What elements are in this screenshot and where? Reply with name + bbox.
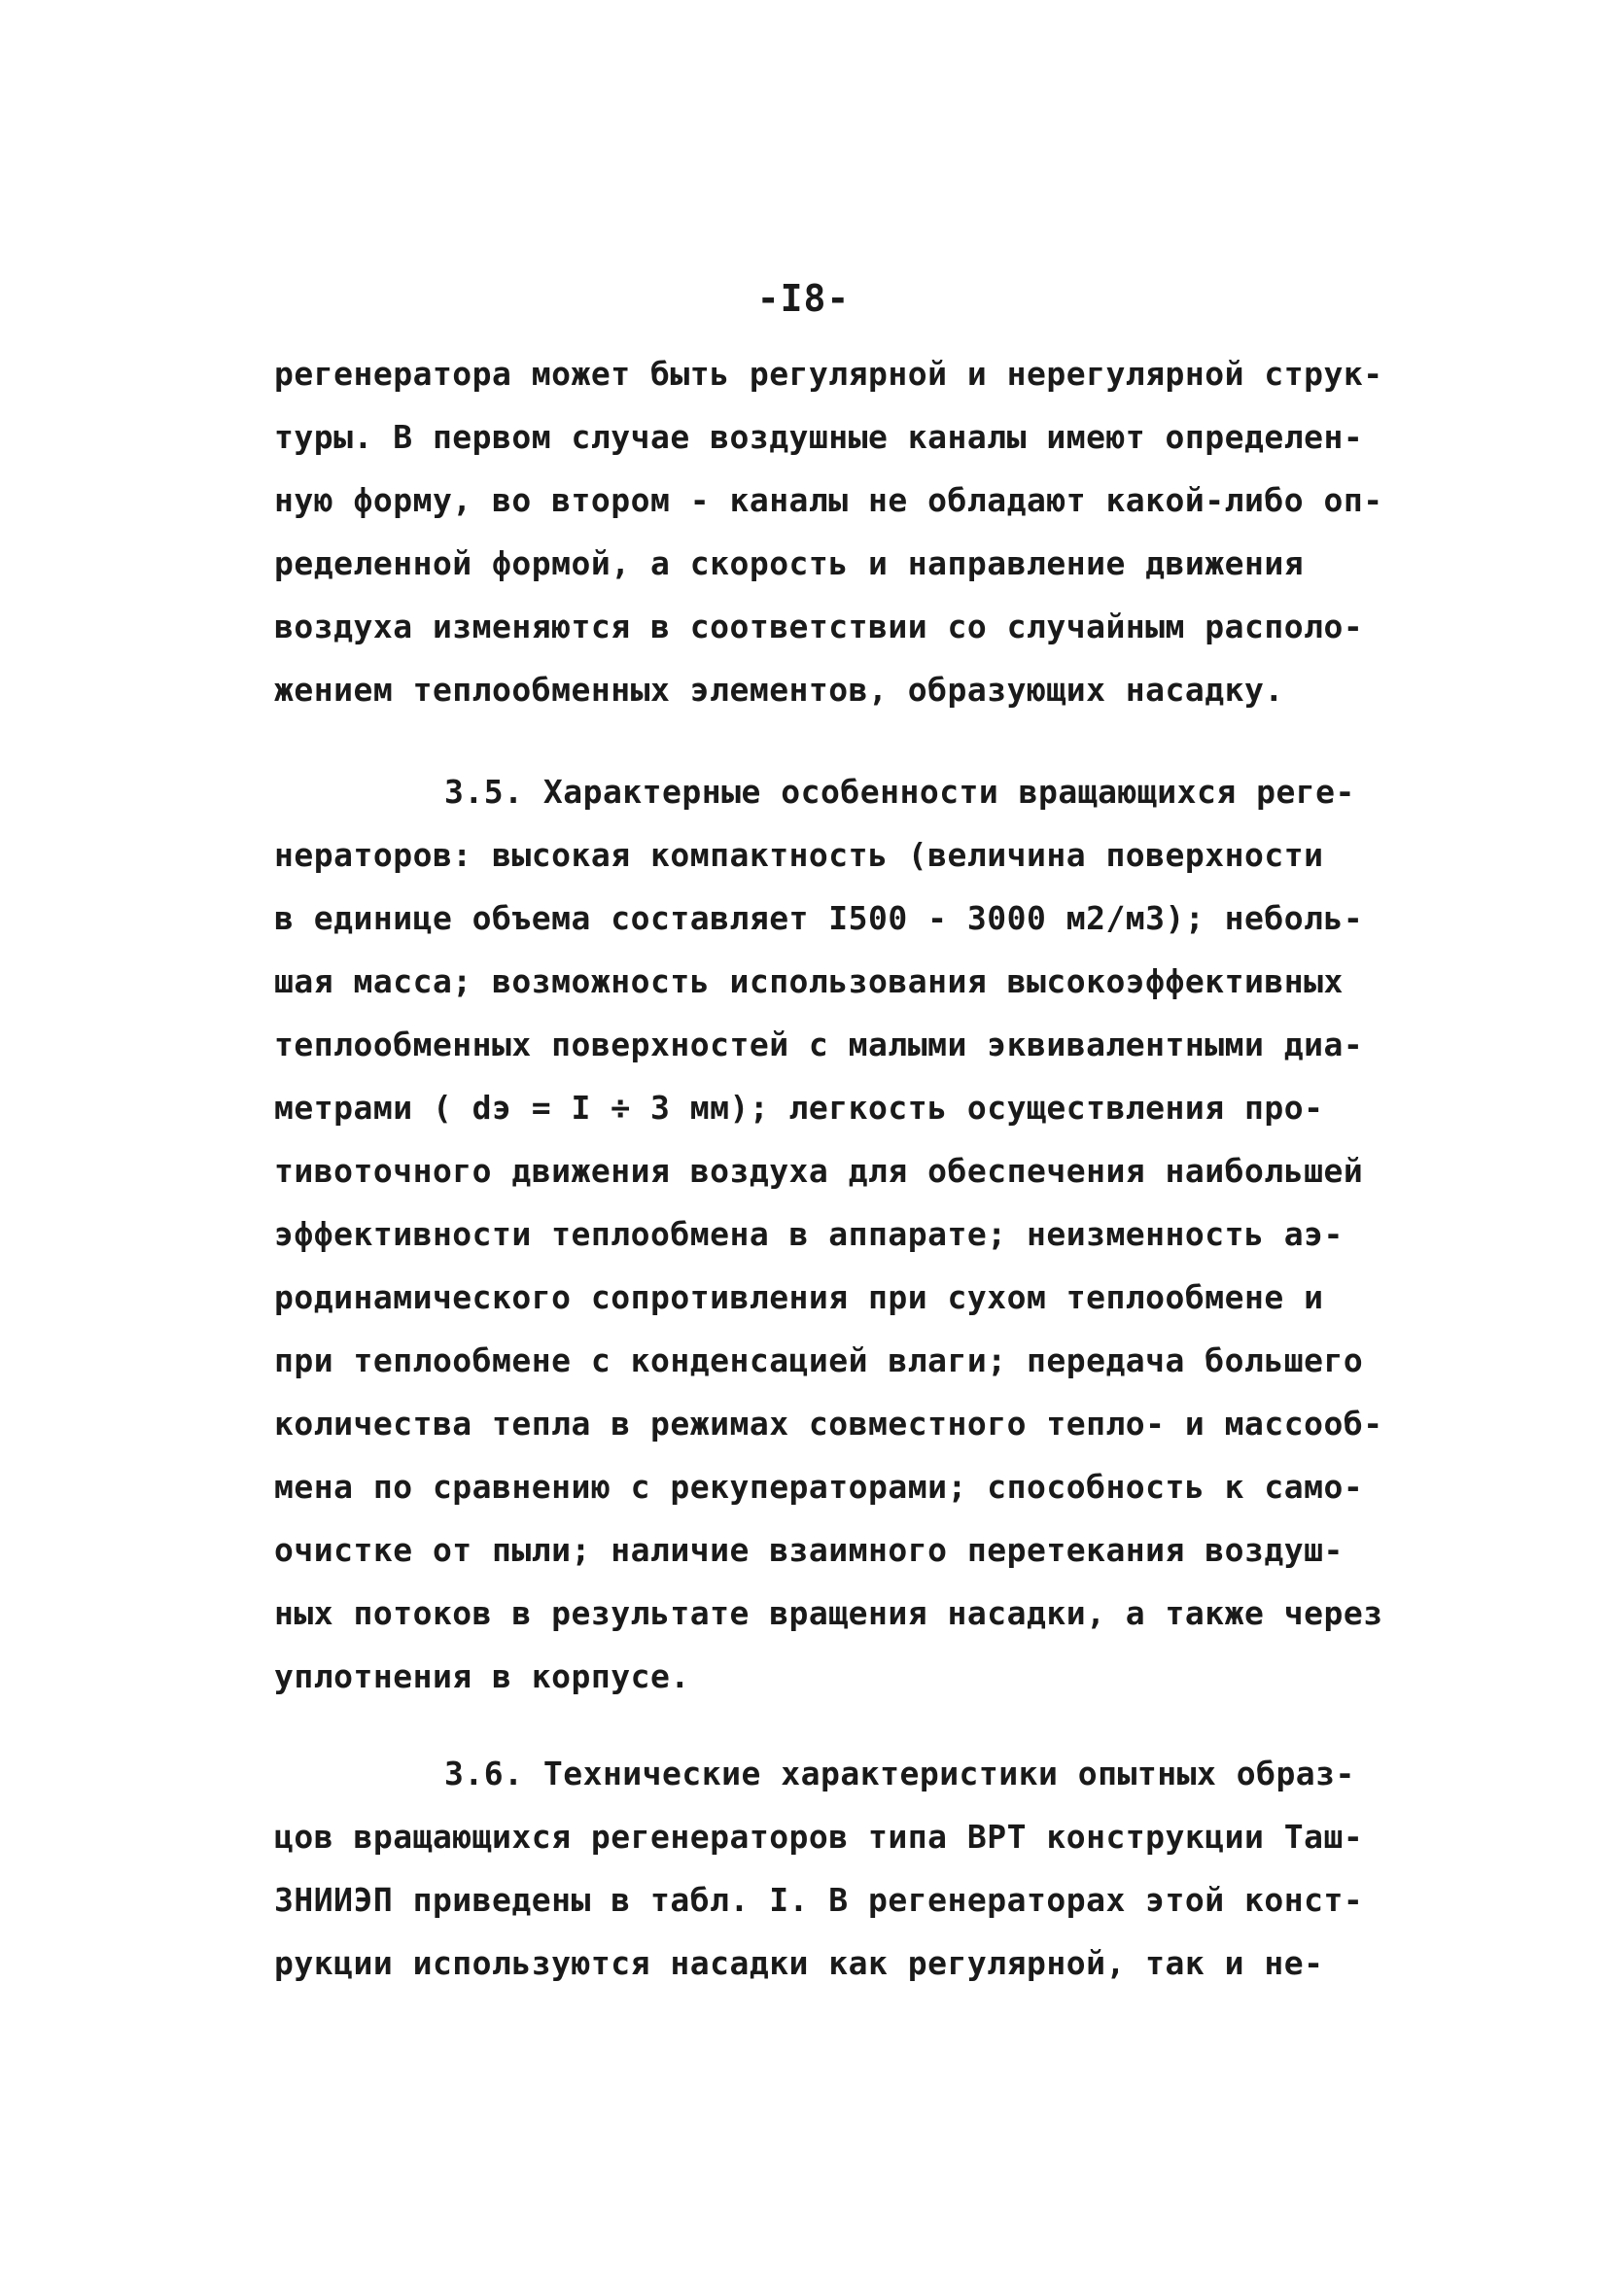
- text-line: туры. В первом случае воздушные каналы имеют определен-: [274, 418, 1364, 456]
- text-line: в единице объема составляет I500 - 3000 м2/м3); неболь-: [274, 899, 1364, 937]
- text-line: регенератора может быть регулярной и нерегулярной струк-: [274, 355, 1383, 393]
- text-line: ную форму, во втором - каналы не обладают какой-либо оп-: [274, 481, 1383, 519]
- page-number: -I8-: [756, 277, 851, 320]
- text-line: рукции используются насадки как регулярной, так и не-: [274, 1944, 1324, 1982]
- text-line: мена по сравнению с рекуператорами; способность к само-: [274, 1468, 1364, 1506]
- text-line: ЗНИИЭП приведены в табл. I. В регенераторах этой конст-: [274, 1881, 1364, 1919]
- text-line: цов вращающихся регенераторов типа ВРТ конструкции Таш-: [274, 1818, 1364, 1856]
- text-line: очистке от пыли; наличие взаимного перетекания воздуш-: [274, 1531, 1344, 1569]
- text-line: эффективности теплообмена в аппарате; неизменность аэ-: [274, 1215, 1344, 1253]
- text-line: воздуха изменяются в соответствии со случайным располо-: [274, 608, 1364, 645]
- text-line: метрами ( dэ = I ÷ 3 мм); легкость осуществления про-: [274, 1089, 1324, 1127]
- paragraph-1: [274, 342, 1383, 721]
- paragraph-2: [274, 760, 1383, 1708]
- text-line: уплотнения в корпусе.: [274, 1657, 690, 1695]
- text-line: родинамического сопротивления при сухом теплообмене и: [274, 1278, 1324, 1316]
- text-line: при теплообмене с конденсацией влаги; передача большего: [274, 1341, 1364, 1379]
- text-line: 3.6. Технические характеристики опытных образ-: [444, 1755, 1355, 1792]
- text-line: шая масса; возможность использования высокоэффективных: [274, 962, 1344, 1000]
- text-line: ределенной формой, а скорость и направление движения: [274, 544, 1305, 582]
- text-line: тивоточного движения воздуха для обеспечения наибольшей: [274, 1152, 1364, 1190]
- text-line: нераторов: высокая компактность (величина поверхности: [274, 836, 1324, 874]
- text-line: 3.5. Характерные особенности вращающихся реге-: [444, 773, 1355, 811]
- text-line: теплообменных поверхностей с малыми эквивалентными диа-: [274, 1026, 1364, 1063]
- text-line: жением теплообменных элементов, образующих насадку.: [274, 671, 1284, 709]
- text-line: количества тепла в режимах совместного тепло- и массооб-: [274, 1405, 1383, 1443]
- paragraph-3: [274, 1742, 1373, 1995]
- text-line: ных потоков в результате вращения насадки, а также через: [274, 1594, 1383, 1632]
